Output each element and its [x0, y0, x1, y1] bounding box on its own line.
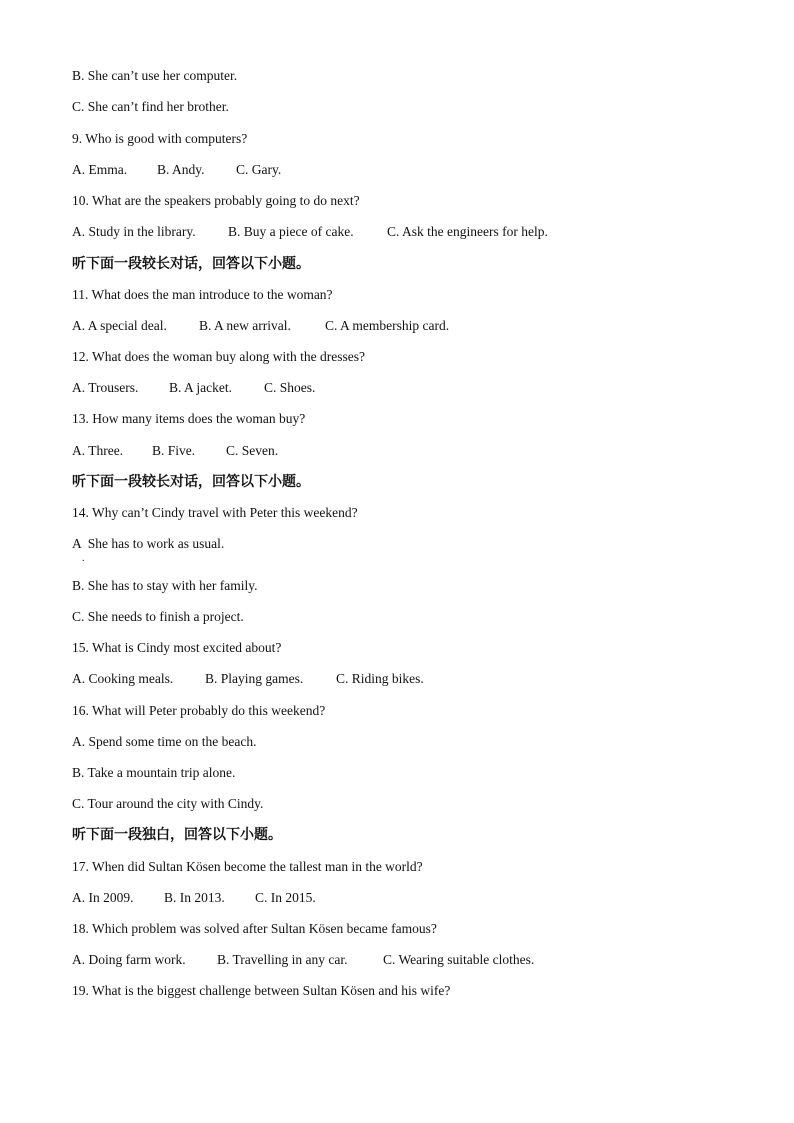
option-17a: A. In 2009.: [72, 890, 134, 905]
option-13a: A. Three.: [72, 443, 124, 458]
question-16: 16. What will Peter probably do this weekend?: [72, 703, 326, 718]
question-9: 9. Who is good with computers?: [72, 131, 248, 146]
option-18a: A. Doing farm work.: [72, 952, 186, 967]
option-17b: B. In 2013.: [164, 890, 225, 905]
question-9-options: [72, 162, 281, 178]
option-13b: B. Five.: [152, 443, 196, 458]
option-13c: C. Seven.: [226, 443, 279, 458]
question-15-options: [72, 671, 424, 687]
question-14: 14. Why can’t Cindy travel with Peter this weekend?: [72, 505, 358, 520]
option-10c: C. Ask the engineers for help.: [387, 224, 548, 239]
stray-dot: .: [82, 553, 85, 564]
question-18-options: [72, 952, 534, 968]
option-11a: A. A special deal.: [72, 318, 167, 333]
question-13: 13. How many items does the woman buy?: [72, 411, 306, 426]
option-16b: B. Take a mountain trip alone.: [72, 765, 236, 780]
option-16a: A. Spend some time on the beach.: [72, 734, 257, 749]
option-10a: A. Study in the library.: [72, 224, 196, 239]
option-9b: B. Andy.: [157, 162, 205, 177]
option-11c: C. A membership card.: [325, 318, 450, 333]
option-12c: C. Shoes.: [264, 380, 316, 395]
option-14b: B. She has to stay with her family.: [72, 578, 258, 593]
option-10b: B. Buy a piece of cake.: [228, 224, 354, 239]
option-15c: C. Riding bikes.: [336, 671, 424, 686]
option-14a: A She has to work as usual.: [72, 536, 225, 551]
question-10-options: [72, 224, 548, 240]
option-14c: C. She needs to finish a project.: [72, 609, 244, 624]
question-11: 11. What does the man introduce to the woman?: [72, 287, 333, 302]
question-10: 10. What are the speakers probably going to do next?: [72, 193, 360, 208]
question-18: 18. Which problem was solved after Sultan Kösen became famous?: [72, 921, 437, 936]
option-8c: C. She can’t find her brother.: [72, 99, 229, 114]
option-18c: C. Wearing suitable clothes.: [383, 952, 535, 967]
option-16c: C. Tour around the city with Cindy.: [72, 796, 264, 811]
option-11b: B. A new arrival.: [199, 318, 291, 333]
option-18b: B. Travelling in any car.: [217, 952, 348, 967]
section-heading: 听下面一段较长对话，回答以下小题。: [72, 256, 310, 272]
option-9a: A. Emma.: [72, 162, 128, 177]
question-12-options: [72, 380, 315, 396]
option-12a: A. Trousers.: [72, 380, 139, 395]
question-11-options: [72, 318, 449, 334]
question-15: 15. What is Cindy most excited about?: [72, 640, 282, 655]
section-heading: 听下面一段独白，回答以下小题。: [72, 827, 282, 843]
option-15b: B. Playing games.: [205, 671, 304, 686]
option-15a: A. Cooking meals.: [72, 671, 174, 686]
question-12: 12. What does the woman buy along with the dresses?: [72, 349, 365, 364]
question-19: 19. What is the biggest challenge between Sultan Kösen and his wife?: [72, 983, 451, 998]
question-13-options: [72, 443, 278, 459]
option-8b: B. She can’t use her computer.: [72, 68, 238, 83]
option-12b: B. A jacket.: [169, 380, 232, 395]
option-17c: C. In 2015.: [255, 890, 316, 905]
question-17-options: [72, 890, 316, 906]
section-heading: 听下面一段较长对话，回答以下小题。: [72, 474, 310, 490]
option-9c: C. Gary.: [236, 162, 282, 177]
question-17: 17. When did Sultan Kösen become the tallest man in the world?: [72, 859, 423, 874]
